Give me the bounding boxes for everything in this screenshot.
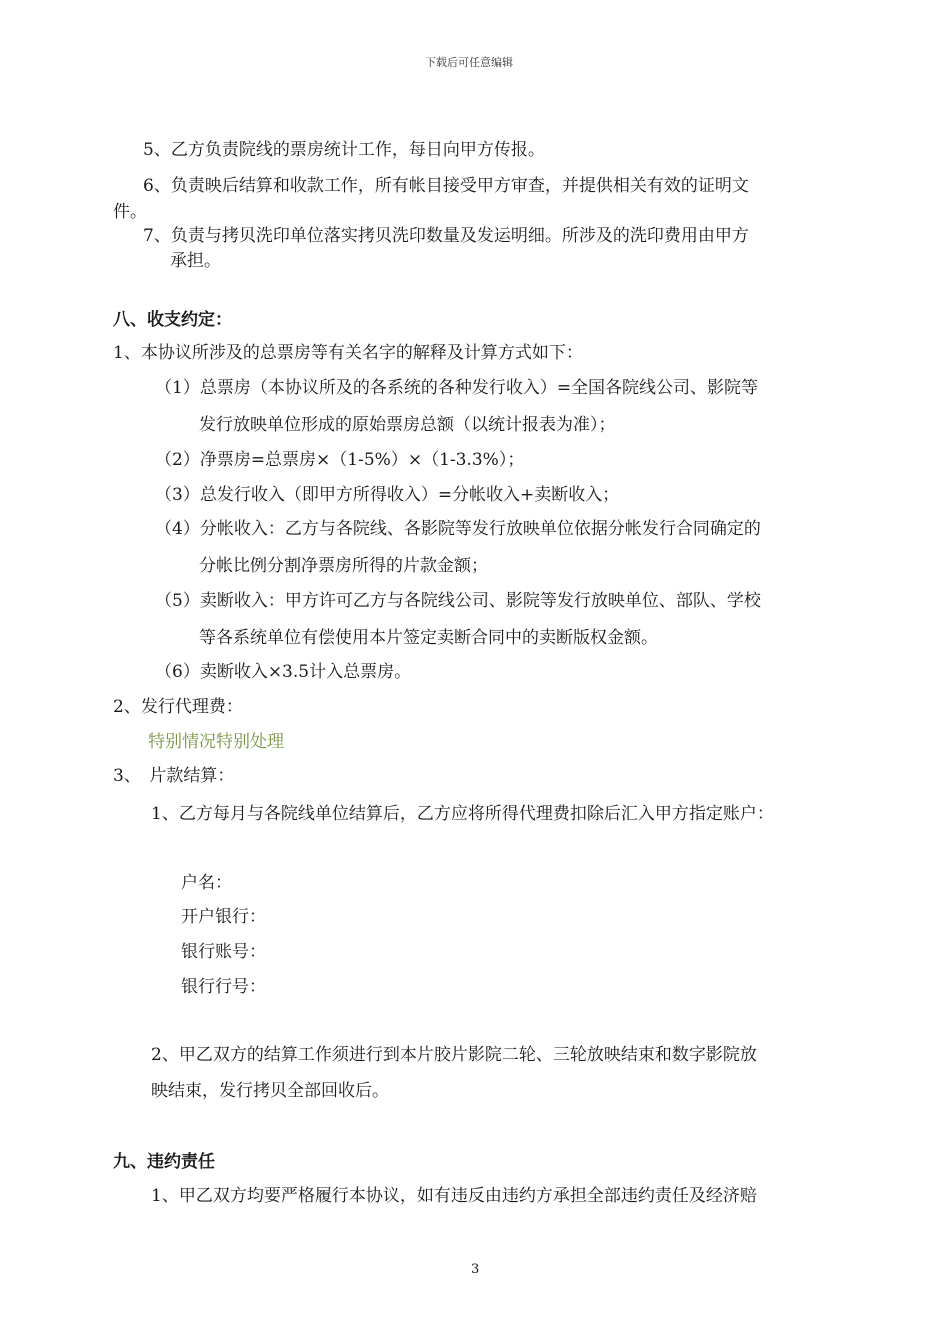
sub-item-5-line-1: （5）卖断收入：甲方许可乙方与各院线公司、影院等发行放映单位、部队、学校 (155, 591, 761, 611)
page-number: 3 (471, 1262, 480, 1277)
agency-fee-note: 特别情况特别处理 (148, 732, 284, 752)
sub-item-5-line-2: 等各系统单位有偿使用本片签定卖断合同中的卖断版权金额。 (199, 628, 658, 648)
settlement-item-2-line-1: 2、甲乙双方的结算工作须进行到本片胶片影院二轮、三轮放映结束和数字影院放 (151, 1045, 757, 1065)
section-8-para-3: 3、 片款结算： (113, 766, 235, 786)
item-7-line-2: 承担。 (170, 251, 221, 271)
sub-item-1-line-1: （1）总票房（本协议所及的各系统的各种发行收入）=全国各院线公司、影院等 (155, 378, 759, 398)
sub-item-3: （3）总发行收入（即甲方所得收入）=分帐收入+卖断收入； (155, 485, 620, 505)
item-6-line-2: 件。 (113, 202, 147, 222)
section-9-para-1: 1、甲乙双方均要严格履行本协议，如有违反由违约方承担全部违约责任及经济赔 (151, 1186, 757, 1206)
item-7-line-1: 7、负责与拷贝洗印单位落实拷贝洗印数量及发运明细。所涉及的洗印费用由甲方 (143, 226, 749, 246)
settlement-item-1: 1、乙方每月与各院线单位结算后，乙方应将所得代理费扣除后汇入甲方指定账户： (151, 804, 774, 824)
sub-item-2: （2）净票房=总票房×（1-5%）×（1-3.3%）； (155, 450, 525, 470)
section-8-para-1: 1、本协议所涉及的总票房等有关名字的解释及计算方式如下： (113, 343, 583, 363)
section-9-heading: 九、违约责任 (113, 1152, 215, 1172)
bank-code-label: 银行行号： (181, 977, 266, 997)
sub-item-6: （6）卖断收入×3.5计入总票房。 (155, 662, 412, 682)
item-6-line-1: 6、负责映后结算和收款工作，所有帐目接受甲方审查，并提供相关有效的证明文 (143, 176, 749, 196)
sub-item-4-line-2: 分帐比例分割净票房所得的片款金额； (199, 556, 488, 576)
account-number-label: 银行账号： (181, 942, 266, 962)
section-8-para-2: 2、发行代理费： (113, 697, 243, 717)
item-5: 5、乙方负责院线的票房统计工作，每日向甲方传报。 (143, 140, 545, 160)
settlement-item-2-line-2: 映结束，发行拷贝全部回收后。 (151, 1081, 389, 1101)
account-name-label: 户名： (181, 873, 232, 893)
section-8-heading: 八、收支约定： (113, 310, 232, 330)
bank-label: 开户银行： (181, 907, 266, 927)
page-header: 下载后可任意编辑 (425, 56, 513, 69)
sub-item-4-line-1: （4）分帐收入：乙方与各院线、各影院等发行放映单位依据分帐发行合同确定的 (155, 519, 761, 539)
sub-item-1-line-2: 发行放映单位形成的原始票房总额（以统计报表为准）； (199, 415, 616, 435)
